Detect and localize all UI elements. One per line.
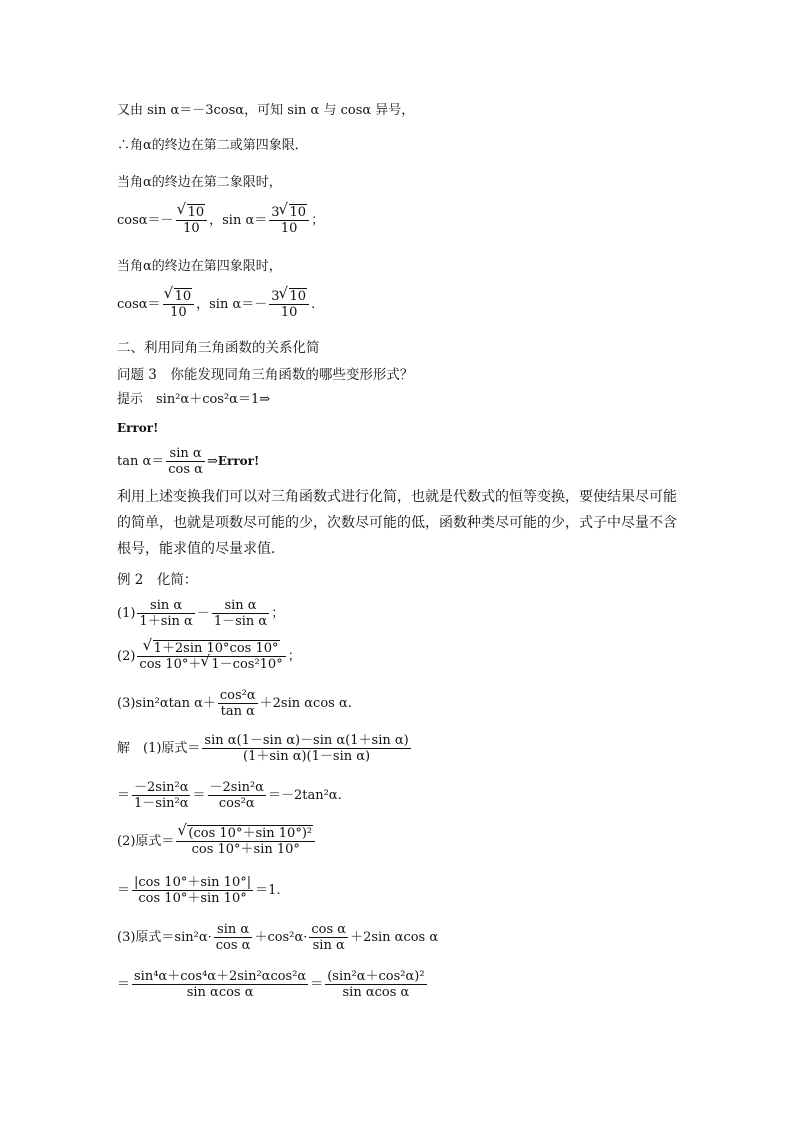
denominator: sin α [312,938,345,953]
numerator: |cos 10°＋sin 10°| [134,875,252,890]
sqrt [280,289,308,304]
numerator: cos α [311,922,347,937]
text-segment: ＝ [117,788,131,803]
radicand: 10 [174,289,192,304]
denominator: 10 [183,221,200,236]
fraction [214,922,253,953]
text-segment: (2)原式＝ [117,834,175,849]
line-second-quadrant-values [117,205,324,236]
fraction [212,598,269,629]
text-segment: . [311,297,316,312]
line-quadrant-conclusion: ∴角α的终边在第二或第四象限． [117,138,308,153]
solution-3-line-1 [117,922,438,953]
fraction [309,922,348,953]
example-2-part-2 [117,641,301,672]
solution-3-line-2 [117,969,429,1000]
fraction [137,641,285,672]
denominator: tan α [220,704,255,719]
denominator: 10 [170,305,187,320]
sqrt [144,641,280,656]
example-2-part-3 [117,688,352,719]
radicand: 1－cos²10° [211,657,283,672]
denominator: cos 10°＋sin 10° [138,891,247,906]
text-segment: ，sin α＝－ [196,297,268,312]
fraction [132,780,190,811]
numerator: sin⁴α＋cos⁴α＋2sin²αcos²α [134,969,307,984]
denominator: 10 [280,221,298,236]
text-segment: ⇒ [206,454,218,469]
numerator: sin α(1－sin α)－sin α(1＋sin α) [204,733,409,748]
error-text: Error! [217,454,260,468]
text-segment: － [196,606,210,621]
example-2-heading: 例 2 化简： [117,572,198,588]
denominator: sin αcos α [342,985,410,1000]
fraction [137,598,194,629]
fraction [163,289,195,320]
text-segment: ＝ [192,788,206,803]
explanation-paragraph: 利用上述变换我们可以对三角函数式进行化简，也就是代数式的恒等变换，要使结果尽可能的简单，也就是项数尽可能的少，次数尽可能的低，函数种类尽可能的少，式子中尽量不含根号，能求值的尽量求值． [117,489,677,557]
fraction [218,688,258,719]
fraction [176,826,315,857]
text-segment: ； [271,606,285,621]
fraction [269,289,309,320]
sqrt [165,289,193,304]
radicand: 10 [289,205,307,220]
solution-1-line-2 [117,780,342,811]
text-segment: ，sin α＝ [209,213,268,228]
text-segment: ＋2sin αcos α [350,930,439,945]
fraction [325,969,426,1000]
solution-2-line-1 [117,826,317,857]
text-segment: cosα＝－ [117,213,174,228]
fraction [132,875,253,906]
numerator: cos²α [219,688,256,703]
numerator: －2sin²α [209,780,264,795]
numerator: (sin²α＋cos²α)² [327,969,425,984]
sqrt [178,826,313,841]
numerator: sin α [214,922,253,938]
denominator: 10 [280,305,298,320]
line-tan-identity [117,446,259,477]
numerator: sin α [212,598,269,614]
radicand: (cos 10°＋sin 10°)² [188,826,313,841]
radicand: 10 [289,289,307,304]
hint-line: 提示 sin²α＋cos²α＝1⇒ [117,392,271,407]
section-heading: 二、利用同角三角函数的关系化简 [117,340,320,356]
solution-2-line-2 [117,875,281,906]
text-segment: (3)原式＝sin²α· [117,930,212,945]
denominator: cos α [215,938,251,953]
sqrt [280,205,308,220]
radicand: 1＋2sin 10°cos 10° [153,641,279,656]
text-segment: (2) [117,649,136,664]
fraction [176,205,208,236]
text-segment: 解 (1)原式＝ [117,741,201,756]
text-segment: ＝ [117,883,131,898]
radicand: 10 [187,205,205,220]
sqrt [201,657,283,672]
text-segment: tan α＝ [117,454,165,469]
sqrt [178,205,206,220]
line-sign-reasoning: 又由 sin α＝－3cosα，可知 sin α 与 cosα 异号， [117,103,415,118]
denominator: cos 10°＋sin 10° [191,842,300,857]
coefficient: 3 [271,205,280,220]
solution-1-line-1 [117,733,413,764]
text-segment: ＝－2tan²α. [267,788,342,803]
text-segment: ； [287,649,301,664]
denominator: 1－sin α [213,614,268,629]
denominator: (1＋sin α)(1－sin α) [243,749,371,764]
line-fourth-quadrant-values [117,289,315,320]
denominator-part: cos 10°＋ [139,657,202,672]
text-segment: ＋cos²α· [254,930,308,945]
fraction [202,733,410,764]
text-segment: (1) [117,606,136,621]
denominator: 1－sin²α [134,796,189,811]
line-second-quadrant-case: 当角α的终边在第二象限时， [117,175,282,190]
fraction [208,780,266,811]
fraction [166,446,205,477]
numerator: －2sin²α [134,780,189,795]
example-2-part-1 [117,598,284,629]
question-3: 问题 3 你能发现同角三角函数的哪些变形形式？ [117,367,414,383]
text-segment: ＝1. [255,883,281,898]
text-segment: ＋2sin αcos α. [259,696,352,711]
numerator: sin α [166,446,205,462]
text-segment: (3)sin²αtan α＋ [117,696,216,711]
text-segment: ＝ [310,977,324,992]
text-segment: cosα＝ [117,297,161,312]
denominator: 1＋sin α [139,614,193,629]
text-segment: ； [311,213,325,228]
denominator: cos α [168,462,203,477]
coefficient: 3 [271,289,280,304]
fraction [269,205,309,236]
text-segment: ＝ [117,977,131,992]
error-text: Error! [117,421,159,435]
fraction [132,969,308,1000]
line-fourth-quadrant-case: 当角α的终边在第四象限时， [117,259,282,274]
denominator: sin αcos α [186,985,254,1000]
denominator: cos²α [218,796,255,811]
numerator: sin α [137,598,194,614]
